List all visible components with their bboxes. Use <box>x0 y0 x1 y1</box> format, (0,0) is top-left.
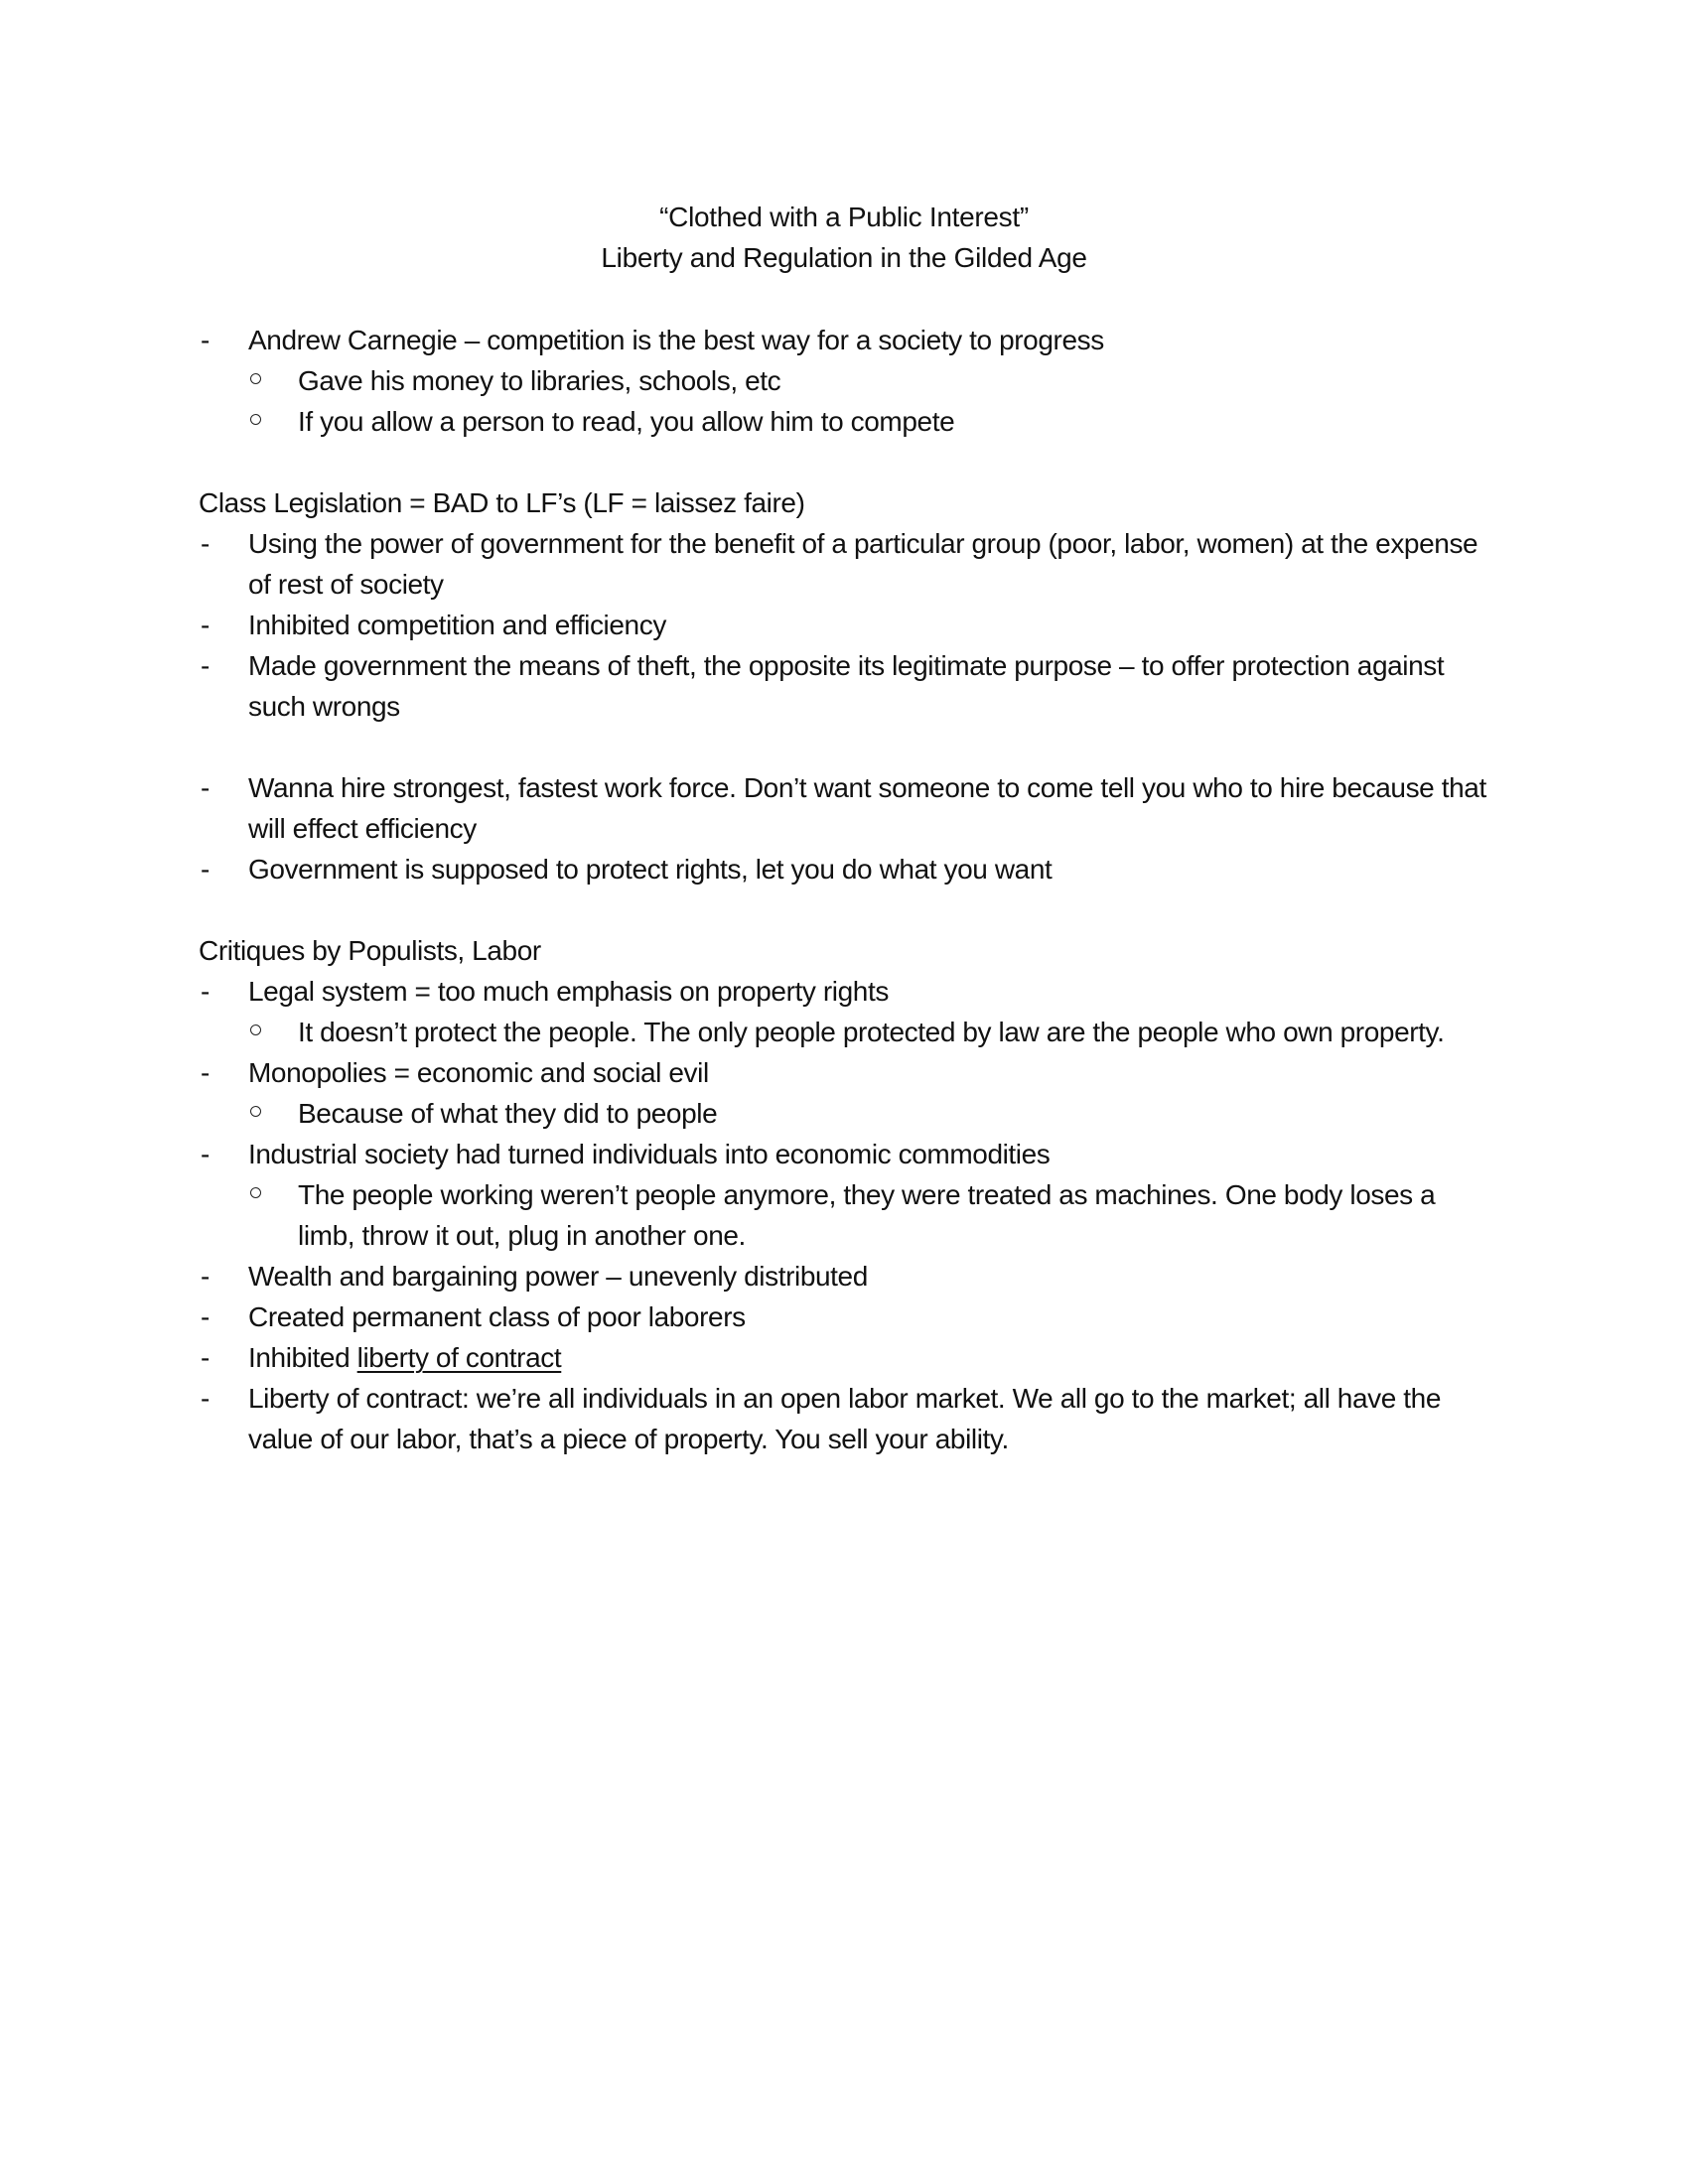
dash-bullet-icon: - <box>201 1383 210 1414</box>
sub-bullet-text: Because of what they did to people <box>298 1098 718 1129</box>
circle-bullet-icon <box>250 1024 261 1035</box>
dash-bullet-icon: - <box>201 1342 210 1373</box>
bullet-item <box>199 1378 1489 1459</box>
sub-bullet-text: It doesn’t protect the people. The only people protected by law are the people who own property. <box>298 1017 1445 1047</box>
dash-bullet-icon: - <box>201 528 210 559</box>
bullet-text: Government is supposed to protect rights, let you do what you want <box>248 854 1053 885</box>
bullet-text: Liberty of contract: we’re all individuals in an open labor market. We all go to the market; all have the value of our labor, that’s a piece of property. You sell your ability. <box>248 1383 1442 1454</box>
dash-bullet-icon: - <box>201 650 210 681</box>
circle-bullet-icon <box>250 373 261 384</box>
bullet-item <box>199 849 1489 889</box>
bullet-text: Wealth and bargaining power – unevenly distributed <box>248 1261 868 1292</box>
section-heading-critiques: Critiques by Populists, Labor <box>199 935 541 966</box>
bullet-item <box>199 320 1489 360</box>
bullet-text: Wanna hire strongest, fastest work force. Don’t want someone to come tell you who to hire because that will effect efficiency <box>248 772 1486 844</box>
bullet-item <box>199 523 1489 605</box>
bullet-text: Monopolies = economic and social evil <box>248 1057 709 1088</box>
spacer <box>199 442 1489 482</box>
bullet-text: Andrew Carnegie – competition is the best way for a society to progress <box>248 325 1104 355</box>
sub-bullet-item <box>199 360 1489 401</box>
title-line-1: “Clothed with a Public Interest” <box>659 202 1029 232</box>
bullet-text: Industrial society had turned individuals into economic commodities <box>248 1139 1051 1169</box>
bullet-item <box>199 971 1489 1012</box>
bullet-item <box>199 767 1489 849</box>
sub-bullet-item <box>199 1012 1489 1052</box>
dash-bullet-icon: - <box>201 325 210 355</box>
dash-bullet-icon: - <box>201 1301 210 1332</box>
sub-bullet-item <box>199 1174 1489 1256</box>
dash-bullet-icon: - <box>201 610 210 640</box>
bullet-text-prefix: Inhibited <box>248 1342 357 1373</box>
circle-bullet-icon <box>250 1106 261 1117</box>
sub-bullet-item <box>199 1093 1489 1134</box>
bullet-item <box>199 1337 1489 1378</box>
spacer <box>199 727 1489 767</box>
sub-bullet-item <box>199 401 1489 442</box>
dash-bullet-icon: - <box>201 854 210 885</box>
section-heading-class-legislation: Class Legislation = BAD to LF’s (LF = laissez faire) <box>199 487 805 518</box>
circle-bullet-icon <box>250 1187 261 1198</box>
bullet-item <box>199 1297 1489 1337</box>
bullet-text: Legal system = too much emphasis on property rights <box>248 976 889 1007</box>
bullet-item <box>199 1052 1489 1093</box>
bullet-item <box>199 645 1489 727</box>
underlined-term: liberty of contract <box>356 1342 562 1373</box>
sub-bullet-text: Gave his money to libraries, schools, etc <box>298 365 781 396</box>
dash-bullet-icon: - <box>201 1057 210 1088</box>
sub-bullet-text: The people working weren’t people anymore, they were treated as machines. One body loses a limb, throw it out, plug in another one. <box>298 1179 1436 1251</box>
bullet-text: Created permanent class of poor laborers <box>248 1301 746 1332</box>
document-body <box>199 320 1489 1459</box>
dash-bullet-icon: - <box>201 772 210 803</box>
bullet-text: Using the power of government for the benefit of a particular group (poor, labor, women) at the expense of rest of society <box>248 528 1478 600</box>
document-title <box>0 197 1688 278</box>
bullet-text: Inhibited competition and efficiency <box>248 610 666 640</box>
bullet-item <box>199 1134 1489 1174</box>
bullet-text: Made government the means of theft, the opposite its legitimate purpose – to offer protection against such wrongs <box>248 650 1445 722</box>
dash-bullet-icon: - <box>201 1261 210 1292</box>
bullet-item <box>199 605 1489 645</box>
spacer <box>199 889 1489 930</box>
bullet-item <box>199 1256 1489 1297</box>
circle-bullet-icon <box>250 414 261 425</box>
title-line-2: Liberty and Regulation in the Gilded Age <box>601 242 1087 273</box>
dash-bullet-icon: - <box>201 1139 210 1169</box>
dash-bullet-icon: - <box>201 976 210 1007</box>
sub-bullet-text: If you allow a person to read, you allow him to compete <box>298 406 955 437</box>
